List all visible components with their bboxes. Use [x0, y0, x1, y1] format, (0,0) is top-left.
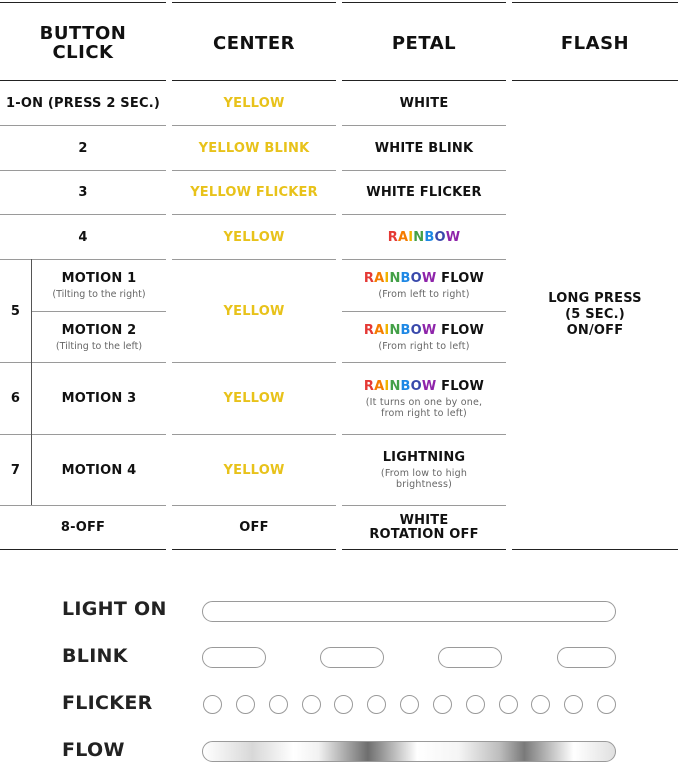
row6-motion — [32, 363, 166, 434]
row8-button-text: 8-OFF — [60, 520, 106, 535]
row2-button — [0, 126, 166, 170]
row3-center-text: YELLOW FLICKER — [190, 185, 318, 200]
header-center — [172, 8, 336, 78]
legend-flicker-dot — [466, 695, 485, 714]
row7-petal-text: LIGHTNING — [382, 450, 466, 465]
legend-light-on-bar — [202, 601, 616, 622]
header-flash-text: FLASH — [560, 32, 630, 54]
row7-motion — [32, 435, 166, 505]
legend-flicker-dot — [531, 695, 550, 714]
legend-flow-label: FLOW — [62, 739, 125, 761]
row8-petal-line-2: ROTATION OFF — [369, 526, 479, 542]
row1-petal-text: WHITE — [399, 95, 449, 111]
table-bottom-rule-1 — [0, 549, 166, 550]
row2-petal-text: WHITE BLINK — [374, 140, 474, 156]
row6-number — [0, 363, 31, 434]
header-top-rule-1 — [0, 2, 166, 3]
legend-flicker-label: FLICKER — [62, 692, 153, 714]
row6-motion-label: MOTION 3 — [61, 391, 137, 406]
header-petal-text: PETAL — [391, 32, 457, 54]
row5-motion2-note: (Tilting to the left) — [55, 340, 143, 352]
row7-center — [172, 435, 336, 505]
legend-blink-segment — [438, 647, 502, 668]
row5-center — [172, 260, 336, 362]
row1-center — [172, 81, 336, 125]
row5-motion1-petal-note: (From left to right) — [378, 289, 470, 300]
row7-motion-label: MOTION 4 — [61, 462, 137, 478]
table-bottom-rule-4 — [512, 549, 678, 550]
legend-blink-segment — [320, 647, 384, 668]
row5-motion2-petal — [342, 312, 506, 362]
legend-blink-label: BLINK — [62, 645, 128, 667]
row7-petal-note-2: brightness) — [395, 479, 453, 490]
header-flash — [512, 8, 678, 78]
flash-line-2: (5 SEC.) — [565, 307, 625, 322]
row5-number-text: 5 — [10, 303, 21, 319]
legend-flow-gradient-bar — [202, 741, 616, 762]
row7-center-text: YELLOW — [223, 462, 285, 478]
row4-center — [172, 215, 336, 259]
row2-petal — [342, 126, 506, 170]
row6-petal — [342, 363, 506, 434]
row1-button — [0, 81, 166, 125]
header-button-click-text: BUTTON CLICK — [39, 23, 127, 63]
table-bottom-rule-3 — [342, 549, 506, 550]
row3-button — [0, 171, 166, 214]
row5-motion1-note: (Tilting to the right) — [52, 289, 146, 300]
row1-button-text: 1-ON (PRESS 2 SEC.) — [6, 95, 160, 111]
row1-petal — [342, 81, 506, 125]
legend-flicker-dot — [564, 695, 583, 714]
row5-motion2 — [32, 312, 166, 362]
row2-center-text: YELLOW BLINK — [198, 140, 310, 156]
row5-motion1-petal — [342, 260, 506, 311]
row7-number-text: 7 — [10, 462, 21, 478]
row5-motion1 — [32, 260, 166, 311]
row6-center-text: YELLOW — [223, 391, 285, 406]
row6-number-text: 6 — [10, 391, 21, 406]
row6-center — [172, 363, 336, 434]
header-center-text: CENTER — [212, 32, 295, 54]
row8-button — [0, 506, 166, 549]
legend-flicker-dot — [499, 695, 518, 714]
row4-center-text: YELLOW — [223, 229, 285, 245]
header-top-rule-4 — [512, 2, 678, 3]
row8-petal-line-1: WHITE — [399, 512, 449, 528]
legend-light-on-label: LIGHT ON — [62, 598, 167, 620]
legend-flicker-dot — [203, 695, 222, 714]
row3-center — [172, 171, 336, 214]
row5-motion2-label: MOTION 2 — [61, 322, 137, 338]
row7-petal-note-1: (From low to high — [380, 468, 468, 479]
header-top-rule-2 — [172, 2, 336, 3]
row6-petal-rainbow-text: RAINBOW FLOW — [363, 378, 485, 394]
legend-flicker-dot — [302, 695, 321, 714]
row4-button-text: 4 — [78, 229, 88, 245]
row3-petal-text: WHITE FLICKER — [366, 185, 482, 200]
header-petal — [342, 8, 506, 78]
row3-petal — [342, 171, 506, 214]
legend-flicker-dot — [334, 695, 353, 714]
row2-button-text: 2 — [78, 140, 88, 156]
flash-cell — [512, 81, 678, 549]
row7-petal — [342, 435, 506, 505]
row5-motion2-petal-rainbow-text: RAINBOW FLOW — [363, 322, 485, 338]
row5-number — [0, 260, 31, 362]
legend-blink-segment — [202, 647, 266, 668]
legend-flicker-dot — [433, 695, 452, 714]
table-bottom-rule-2 — [172, 549, 336, 550]
row2-center — [172, 126, 336, 170]
row5-motion1-petal-rainbow-text: RAINBOW FLOW — [363, 271, 485, 286]
legend-flicker-dot — [269, 695, 288, 714]
row5-motion1-label: MOTION 1 — [61, 271, 137, 286]
row5-motion2-petal-note: (From right to left) — [378, 340, 470, 352]
row5-center-text: YELLOW — [223, 303, 285, 319]
header-button-click — [0, 8, 166, 78]
row6-petal-note-1: (It turns on one by one, — [365, 396, 483, 408]
header-top-rule-3 — [342, 2, 506, 3]
row6-petal-note-2: from right to left) — [381, 407, 467, 419]
flash-line-3: ON/OFF — [566, 323, 624, 338]
row4-petal — [342, 215, 506, 259]
legend-blink-segment — [557, 647, 616, 668]
row7-number — [0, 435, 31, 505]
row3-button-text: 3 — [78, 185, 88, 200]
row8-petal — [342, 506, 506, 549]
legend-flicker-dot — [367, 695, 386, 714]
row1-center-text: YELLOW — [223, 95, 285, 111]
legend-flicker-dot — [400, 695, 419, 714]
row8-center-text: OFF — [239, 520, 269, 535]
row4-button — [0, 215, 166, 259]
legend-flicker-dot — [236, 695, 255, 714]
row8-center — [172, 506, 336, 549]
row4-petal-rainbow-text: RAINBOW — [387, 229, 461, 245]
flash-line-1: LONG PRESS — [548, 291, 642, 306]
legend-flicker-dot — [597, 695, 616, 714]
